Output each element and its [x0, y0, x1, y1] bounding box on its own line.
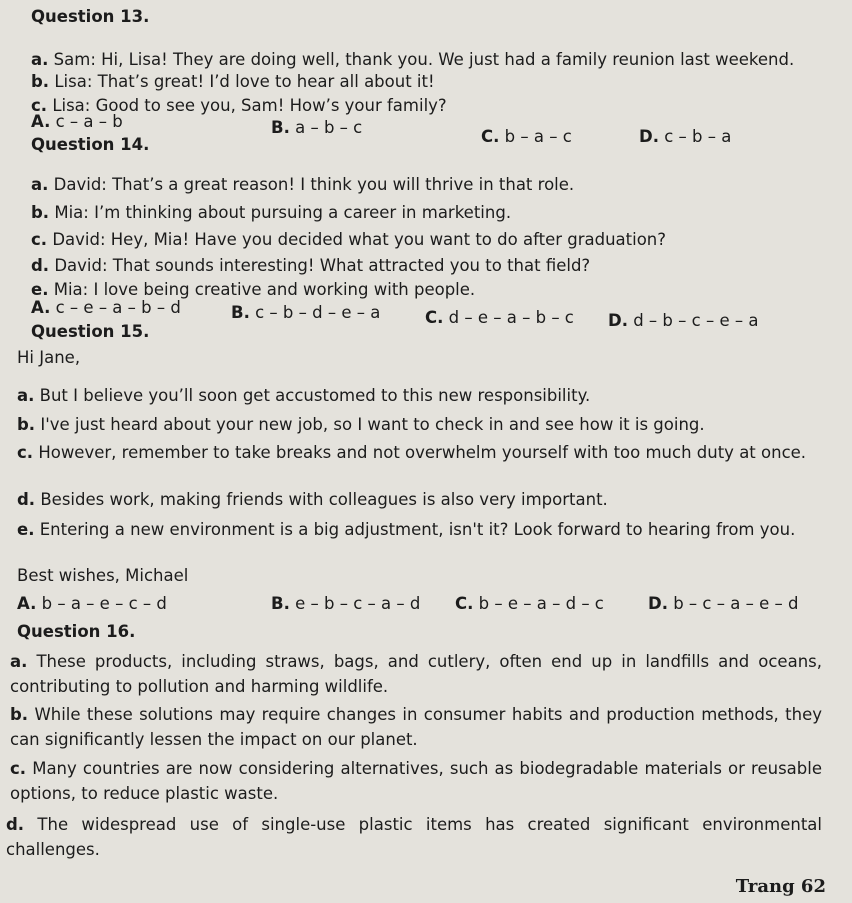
q14-line-d — [31, 256, 590, 276]
option-text: c – e – a – b – d — [55, 298, 181, 317]
line-text: The widespread use of single-use plastic items has created significant environmental challenges. — [6, 815, 822, 859]
option-text: b – c – a – e – d — [673, 594, 799, 613]
option-text: b – a – e – c – d — [41, 594, 167, 613]
line-letter: c. — [31, 230, 48, 249]
line-text: While these solutions may require changes in consumer habits and production methods, they can significantly lessen the impact on our planet. — [10, 705, 822, 749]
line-letter: e. — [17, 520, 35, 539]
option-label: B. — [231, 303, 250, 322]
line-letter: a. — [31, 50, 49, 69]
question-14-title: Question 14. — [31, 135, 150, 154]
option-label: B. — [271, 118, 290, 137]
q13-line-b — [31, 72, 435, 92]
question-15-title: Question 15. — [31, 322, 150, 341]
line-letter: c. — [17, 443, 34, 462]
q16-line-c — [10, 756, 822, 806]
option-label: A. — [31, 298, 51, 317]
q15-line-a — [17, 386, 590, 406]
q13-option-a[interactable] — [31, 112, 123, 132]
line-letter: d. — [31, 256, 50, 275]
line-text: Entering a new environment is a big adjustment, isn't it? Look forward to hearing from you. — [39, 520, 796, 539]
q15-line-e — [17, 517, 807, 542]
line-text: David: Hey, Mia! Have you decided what you want to do after graduation? — [52, 230, 667, 249]
option-label: C. — [481, 127, 500, 146]
option-text: b – e – a – d – c — [478, 594, 604, 613]
q16-line-d — [6, 812, 822, 862]
option-text: d – b – c – e – a — [633, 311, 759, 330]
page-number: Trang 62 — [735, 876, 826, 897]
q14-line-c — [31, 230, 666, 250]
line-text: I've just heard about your new job, so I want to check in and see how it is going. — [40, 415, 705, 434]
line-text: Lisa: Good to see you, Sam! How’s your family? — [52, 96, 447, 115]
line-letter: d. — [17, 490, 36, 509]
q13-option-d[interactable] — [639, 127, 731, 147]
q15-option-b[interactable] — [271, 594, 420, 614]
question-13-title: Question 13. — [31, 7, 150, 26]
line-text: Many countries are now considering alternatives, such as biodegradable materials or reusable options, to reduce plastic waste. — [10, 759, 823, 803]
option-label: C. — [425, 308, 444, 327]
q15-line-d — [17, 490, 608, 510]
q14-option-b[interactable] — [231, 303, 380, 323]
line-text: Mia: I’m thinking about pursuing a career in marketing. — [54, 203, 512, 222]
option-label: B. — [271, 594, 290, 613]
question-16-title: Question 16. — [17, 622, 136, 641]
q13-option-b[interactable] — [271, 118, 362, 138]
option-label: A. — [31, 112, 51, 131]
q15-option-a[interactable] — [17, 594, 167, 614]
q15-option-d[interactable] — [648, 594, 798, 614]
option-label: D. — [639, 127, 659, 146]
q13-option-c[interactable] — [481, 127, 572, 147]
line-letter: b. — [10, 705, 29, 724]
q13-line-a — [31, 50, 794, 70]
line-text: Lisa: That’s great! I’d love to hear all about it! — [54, 72, 435, 91]
line-letter: a. — [10, 652, 28, 671]
option-text: e – b – c – a – d — [295, 594, 421, 613]
line-letter: c. — [31, 96, 48, 115]
q14-option-c[interactable] — [425, 308, 574, 328]
line-letter: b. — [17, 415, 36, 434]
option-text: d – e – a – b – c — [448, 308, 574, 327]
letter-closing: Best wishes, Michael — [17, 566, 189, 585]
q14-line-a — [31, 175, 574, 195]
q14-option-a[interactable] — [31, 298, 181, 318]
line-letter: c. — [10, 759, 27, 778]
letter-greeting: Hi Jane, — [17, 348, 81, 367]
line-letter: b. — [31, 203, 50, 222]
option-label: D. — [608, 311, 628, 330]
option-label: D. — [648, 594, 668, 613]
option-label: C. — [455, 594, 474, 613]
line-text: However, remember to take breaks and not overwhelm yourself with too much duty at once. — [38, 443, 807, 462]
q14-line-e — [31, 280, 475, 300]
option-text: a – b – c — [295, 118, 363, 137]
q14-option-d[interactable] — [608, 311, 758, 331]
option-text: c – a – b — [55, 112, 123, 131]
option-label: A. — [17, 594, 37, 613]
line-letter: e. — [31, 280, 49, 299]
line-text: David: That sounds interesting! What attracted you to that field? — [54, 256, 591, 275]
q15-option-c[interactable] — [455, 594, 604, 614]
line-text: David: That’s a great reason! I think you will thrive in that role. — [53, 175, 575, 194]
q14-line-b — [31, 203, 511, 223]
q16-line-a — [10, 649, 822, 699]
line-text: Sam: Hi, Lisa! They are doing well, thank you. We just had a family reunion last weekend. — [53, 50, 795, 69]
option-text: c – b – a — [664, 127, 732, 146]
q15-line-b — [17, 415, 705, 435]
line-letter: a. — [31, 175, 49, 194]
line-text: But I believe you’ll soon get accustomed to this new responsibility. — [39, 386, 591, 405]
line-text: Mia: I love being creative and working with people. — [53, 280, 476, 299]
line-letter: a. — [17, 386, 35, 405]
line-letter: b. — [31, 72, 50, 91]
option-text: b – a – c — [504, 127, 572, 146]
q15-line-c — [17, 440, 807, 465]
option-text: c – b – d – e – a — [255, 303, 381, 322]
line-text: These products, including straws, bags, and cutlery, often end up in landfills and oceans, contributing to pollution and harming wildlife. — [10, 652, 822, 696]
q16-line-b — [10, 702, 822, 752]
line-text: Besides work, making friends with colleagues is also very important. — [40, 490, 608, 509]
line-letter: d. — [6, 815, 25, 834]
